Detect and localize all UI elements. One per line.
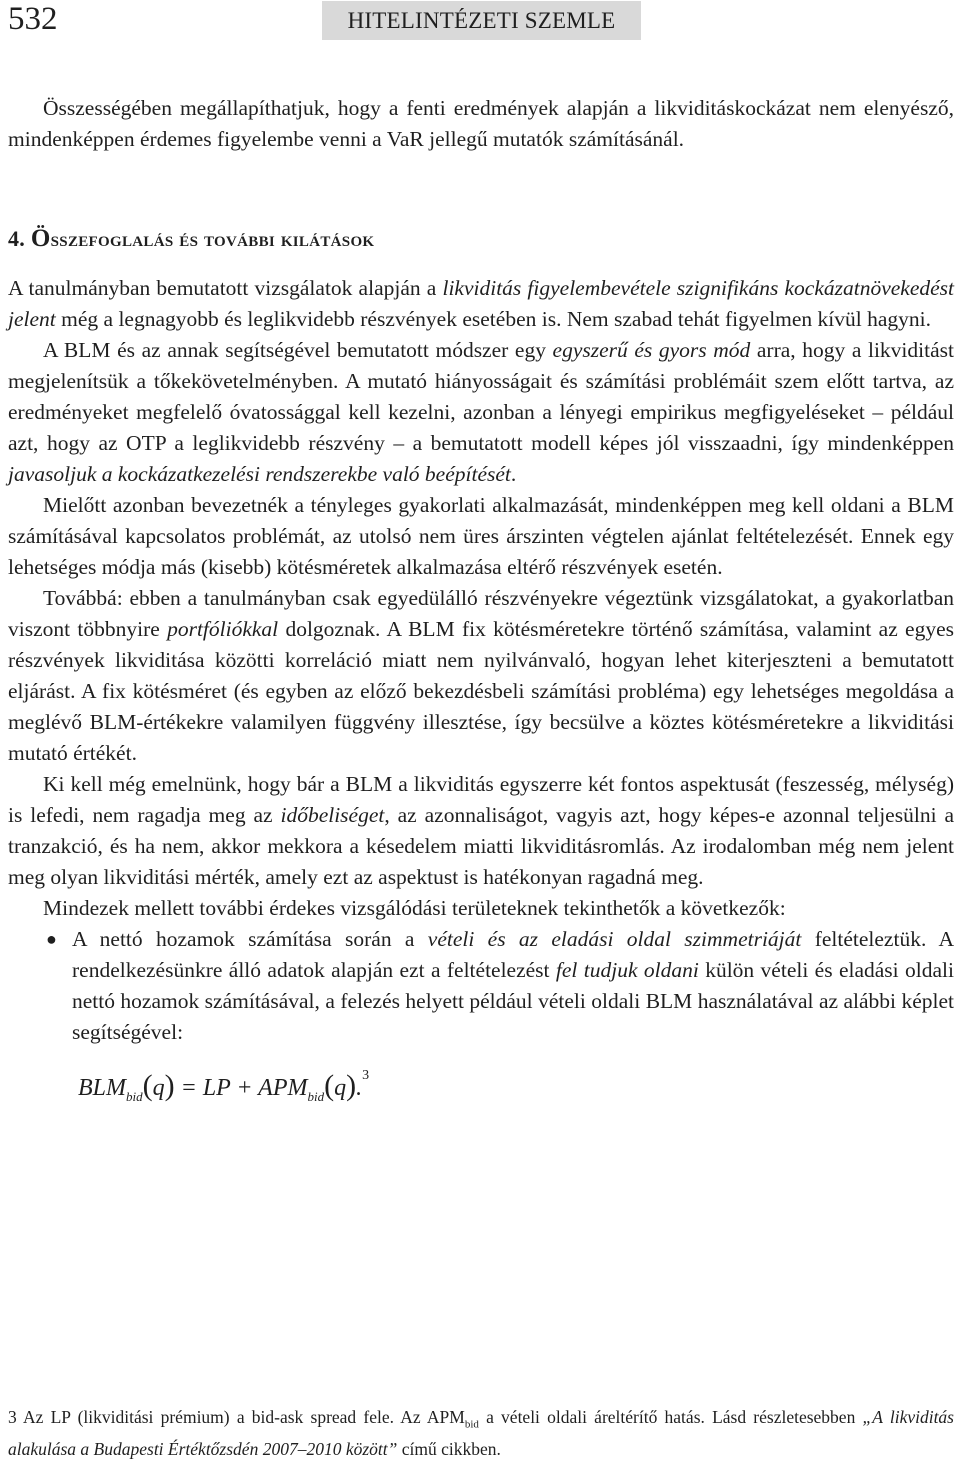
text-run: még a legnagyobb és leglikvidebb részvények esetében is. Nem szabad tehát figyelmen kívül hagyni.: [55, 307, 932, 331]
bullet-list: [8, 924, 954, 1048]
italic-run: likviditás figyelembevétele szignifikáns kockázatnövekedést jelent: [8, 276, 954, 331]
italic-run: vételi és az eladási oldal szimmetriáját: [427, 927, 802, 951]
footnote-subscript: bid: [464, 1418, 479, 1431]
text-run: című cikkben.: [397, 1438, 501, 1459]
italic-run: egyszerű és gyors mód: [552, 338, 751, 362]
intro-paragraph: Összességében megállapíthatjuk, hogy a fenti eredmények alapján a likviditáskockázat nem elenyésző, mindenképpen érdemes figyelembe venni a VaR jellegű mutatók számításánál.: [8, 96, 954, 151]
formula-blm: BLM: [78, 1075, 126, 1101]
bullet-icon: ●: [46, 929, 57, 949]
footnote-reference: 3: [362, 1068, 370, 1083]
formula-variable: q: [152, 1075, 165, 1101]
text-run: A BLM és az annak segítségével bemutatott módszer egy: [43, 338, 553, 362]
formula-paren: ): [164, 1069, 175, 1102]
text-run: A tanulmányban bemutatott vizsgálatok alapján a: [8, 276, 443, 300]
text-run: A nettó hozamok számítása során a: [72, 927, 428, 951]
formula-paren: (: [142, 1069, 153, 1102]
formula-paren: (: [324, 1069, 335, 1102]
italic-run: portfóliókkal: [167, 617, 279, 641]
text-run: arra, hogy a likviditást megjelenítsük a tőkekövetelményben. A mutató hiányosságait és számítási problémáit szem előtt tartva, az eredményeket megfelelő óvatossággal kell kezelni, azonban a lényegi empirikus megfigyeléseket – például azt, hogy az OTP a leglikvidebb részvény – a bemutatott modell képes jól visszaadni, így mindenképpen: [8, 338, 954, 455]
page-number: 532: [8, 1, 58, 37]
text-run: .: [510, 462, 517, 486]
formula-variable: q: [334, 1075, 347, 1101]
text-run: külön vételi és eladási oldali nettó hozamok számításával, a felezés helyett például vételi oldali BLM használatával az alábbi képlet segítségével:: [72, 958, 954, 1044]
formula-subscript: bid: [126, 1088, 143, 1104]
journal-title: HITELINTÉZETI SZEMLE: [322, 1, 641, 40]
formula-paren: ): [346, 1069, 357, 1102]
section-title-first-letter: Ö: [30, 225, 51, 252]
list-item: [8, 924, 954, 1048]
paragraph-3: Mielőtt azonban bevezetnék a tényleges gyakorlati alkalmazását, mindenképpen meg kell oldani a BLM számításával kapcsolatos problémát, az utolsó nem üres árszinten végtelen ajánlat feltételezését. Ennek egy lehetséges módja más (kisebb) kötésméretek alkalmazása eltérő részvények esetén.: [8, 493, 954, 579]
section-heading: [8, 223, 954, 254]
italic-run: fel tudjuk oldani: [555, 958, 699, 982]
formula-period: .: [356, 1075, 363, 1101]
italic-run: javasoljuk a kockázatkezelési rendszerekbe való beépítését: [8, 462, 511, 486]
formula-rhs: = LP + APM: [174, 1075, 308, 1101]
paragraph-1: [8, 273, 954, 335]
italic-run: „A likviditás alakulása a Budapesti Értéktőzsdén 2007–2010 között”: [8, 1407, 954, 1459]
text-run: 3 Az LP (likviditási prémium) a bid-ask spread fele. Az APM: [8, 1407, 465, 1427]
text-run: Továbbá: ebben a tanulmányban csak egyedülálló részvényekre végeztünk vizsgálatokat, a gyakorlatban viszont többnyire: [8, 586, 954, 641]
text-run: dolgoznak. A BLM fix kötésméretekre történő számítása, valamint az egyes részvények likviditása közötti korreláció miatt nem nyilvánvaló, hogyan lehet kiterjeszteni a bemutatott eljárást. A fix kötésméret (és egyben az előző bekezdésbeli számítási probléma) egy lehetséges megoldása a meglévő BLM-értékekre valamilyen függvény illesztése, így becsülve a köztes kötésméretekre a likviditási mutató értékét.: [8, 617, 954, 765]
text-run: a vételi oldali áreltérítő hatás. Lásd részletesebben: [478, 1407, 863, 1427]
text-run: Ki kell még emelnünk, hogy bár a BLM a likviditás egyszerre két fontos aspektusát (feszesség, mélység) is lefedi, nem ragadja meg az: [8, 772, 954, 827]
formula-subscript: bid: [307, 1088, 325, 1104]
text-run: , az azonnaliságot, vagyis azt, hogy képes-e azonnal teljesülni a tranzakció, és ha nem, akkor mekkora a késedelem miatti likviditásromlás. Az irodalomban még nem jelent meg olyan likviditási mérték, amely ezt az aspektust is hatékonyan ragadná meg.: [8, 803, 954, 889]
text-run: feltételeztük. A rendelkezésünkre álló adatok alapján ezt a feltételezést: [72, 927, 954, 982]
footnote: [8, 1405, 954, 1461]
paragraph-6: Mindezek mellett további érdekes vizsgálódási területeknek tekinthetők a következők:: [43, 896, 786, 920]
italic-run: időbeliséget: [280, 803, 385, 827]
paragraph-5: [8, 769, 954, 893]
article-body: [8, 93, 954, 1110]
paragraph-4: [8, 583, 954, 769]
page-header: [0, 0, 960, 44]
section-number: 4.: [8, 226, 31, 251]
formula: [78, 1066, 954, 1110]
section-title-rest: sszefoglalás és további kilátások: [50, 226, 375, 251]
paragraph-2: [8, 335, 954, 490]
